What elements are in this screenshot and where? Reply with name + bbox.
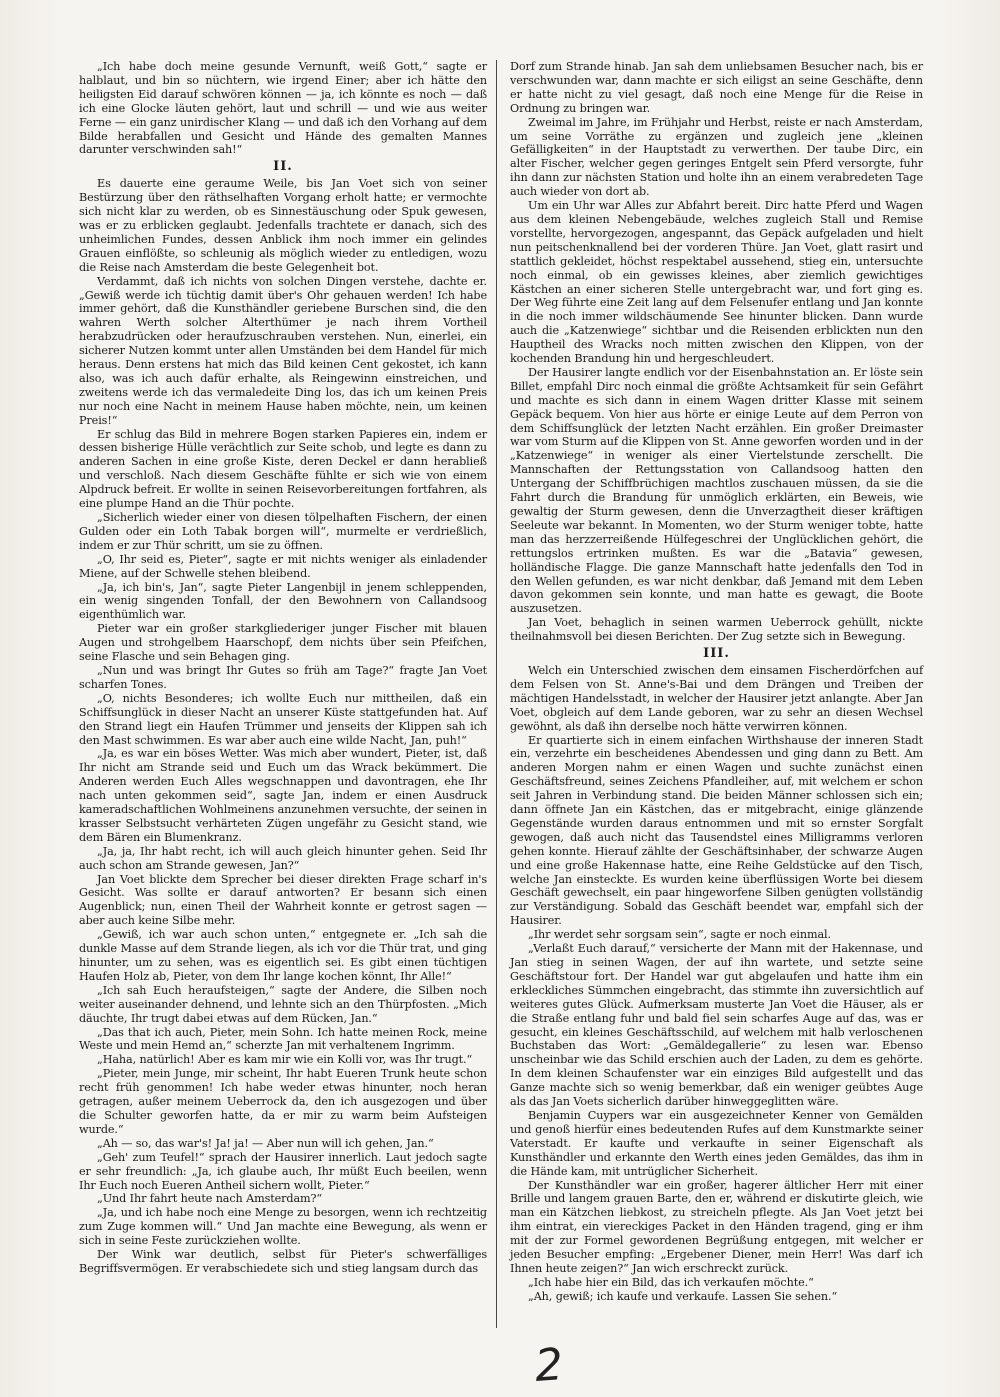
paragraph: „Ihr werdet sehr sorgsam sein“, sagte er noch einmal. <box>528 928 831 942</box>
paragraph: „Ja, ja, Ihr habt recht, ich will auch gleich hinunter gehen. Seid Ihr auch schon am Strande gewesen, Jan?“ <box>79 844 487 872</box>
paragraph: „Ah, gewiß; ich kaufe und verkaufe. Lassen Sie sehen.“ <box>528 1289 838 1303</box>
left-paragraphs <box>79 177 487 1276</box>
paragraph: Der Wink war deutlich, selbst für Pieter's schwerfälliges Begriffsvermögen. Er verabschiedete sich und stieg langsam durch das <box>79 1248 487 1275</box>
paragraph: Jan Voet, behaglich in seinen warmen Ueberrock gehüllt, nickte theilnahmsvoll bei diesen Berichten. Der Zug setzte sich in Bewegung. <box>510 616 923 644</box>
paragraph: Es dauerte eine geraume Weile, bis Jan Voet sich von seiner Bestürzung über den räthselhaften Vorgang erholt hatte; er vermochte sich nicht klar zu werden, ob es Sinnestäuschung oder Spuk gewesen, was er zu erblicken geglaubt. Jedenfalls trachtete er danach, sich des unheimlichen Fundes, dessen Anblick ihm noch immer ein gelindes Grauen einflößte, so schleunig als möglich wieder zu entledigen, wozu die Reise nach Amsterdam die beste Gelegenheit bot. <box>79 177 487 274</box>
paragraph: „Ja, es war ein böses Wetter. Was mich aber wundert, Pieter, ist, daß Ihr nicht am Strande seid und Euch um das Wrack bekümmert. Die Anderen werden Euch Alles wegschnappen und davontragen, ehe Ihr nach unten gekommen seid“, sagte Jan, indem er einen Ausdruck kameradschaftlichen Wohlmeinens anzunehmen versuchte, der seinen in krasser Selbstsucht verhärteten Zügen ungefähr zu Gesicht stand, wie dem Bären ein Blumenkranz. <box>79 747 488 844</box>
paragraph: „Verlaßt Euch darauf,“ versicherte der Mann mit der Hakennase, und Jan stieg in seinen Wagen, der auf ihn wartete, und setzte seine Geschäftstour fort. Der Handel war gut abgelaufen und hatte ihm ein erkleckliches Sümmchen eingebracht, das stimmte ihn zuversichtlich auf weiteres gutes Glück. Aufmerksam musterte Jan Voet die Häuser, als er die Straße entlang fuhr und bald fiel sein scharfes Auge auf das, was er gesucht, ein kleines Geschäftsschild, auf welchem mit halb verloschenen Buchstaben das Wort: „Gemäldegallerie“ zu lesen war. Ebenso unscheinbar wie das Schild erschien auch der Laden, zu dem es gehörte. In dem kleinen Schaufenster war ein einziges Bild aufgestellt und das Ganze machte sich so wenig bemerkbar, daß ein weniger geübtes Auge als das Jan Voets sicherlich darüber hinweggeglitten wäre. <box>510 942 923 1109</box>
paragraph: „Das that ich auch, Pieter, mein Sohn. Ich hatte meinen Rock, meine Weste und mein Hemd an,“ scherzte Jan mit verhaltenem Ingrimm. <box>79 1025 487 1053</box>
paragraph: Der Kunsthändler war ein großer, hagerer ältlicher Herr mit einer Brille und langem grauen Barte, den er, während er diskutirte gleich, wie man ein Kätzchen liebkost, zu streicheln pflegte. Als Jan Voet jetzt bei ihm eintrat, ein viereckiges Packet in den Händen tragend, ging er ihm mit der zur Formel gewordenen Begrüßung entgegen, mit welcher er jeden Besucher empfing: „Ergebener Diener, mein Herr! Was darf ich Ihnen heute zeigen?“ Jan wich erschreckt zurück. <box>510 1178 923 1275</box>
paragraph: „Pieter, mein Junge, mir scheint, Ihr habt Eueren Trunk heute schon recht früh genommen! Ich habe weder etwas hinunter, noch heran getragen, außer meinem Ueberrock da, den ich ausgezogen und über die Schulter geworfen hatte, da er mir zu warm beim Aufsteigen wurde.“ <box>79 1067 487 1136</box>
paragraph: Verdammt, daß ich nichts von solchen Dingen verstehe, dachte er. „Gewiß werde ich tüchtig damit über's Ohr gehauen werden! Ich habe immer gehört, daß die Kunsthändler geriebene Burschen sind, die den wahren Werth solcher Alterthümer je nach ihrem Vortheil herabzudrücken oder heraufzuschrauben verstehen. Nun, einerlei, ein sicherer Nutzen kommt unter allen Umständen bei dem Handel für mich heraus. Denn erstens hat mich das Bild keinen Cent gekostet, ich kann also, was ich auch dafür erhalte, als Reingewinn einstreichen, und zweitens werde ich das vermaledeite Ding los, das ich um keinen Preis nur noch eine Nacht in meinem Hause haben möchte, nein, um keinen Preis!“ <box>79 274 487 427</box>
paragraph: „Geh' zum Teufel!“ sprach der Hausirer innerlich. Laut jedoch sagte er sehr freundlich: „Ja, ich glaube auch, Ihr müßt Euch beeilen, wenn Ihr Euch noch Eueren Antheil sichern wollt, Pieter.“ <box>79 1150 487 1192</box>
paragraph: Pieter war ein großer starkgliederiger junger Fischer mit blauen Augen und strohgelbem Haarschopf, dem nichts über sein Pfeifchen, seine Flasche und sein Behagen ging. <box>79 622 487 664</box>
paragraph: „O, nichts Besonderes; ich wollte Euch nur mittheilen, daß ein Schiffsunglück in dieser Nacht an unserer Küste stattgefunden hat. Auf den Strand liegt ein Haufen Trümmer und jenseits der Klippen sah ich den Mast schwimmen. Es war aber auch eine wilde Nacht, Jan, puh!“ <box>79 691 487 747</box>
paragraph: Um ein Uhr war Alles zur Abfahrt bereit. Dirc hatte Pferd und Wagen aus dem kleinen Nebengebäude, welches zugleich Stall und Remise vorstellte, hervorgezogen, angespannt, das Gepäck aufgeladen und hielt nun peitschenknallend bei der vorderen Thüre. Jan Voet, glatt rasirt und stattlich gekleidet, höchst respektabel aussehend, stieg ein, untersuchte noch einmal, ob ein gewisses kleines, aber ziemlich gewichtiges Kästchen an einer sicheren Stelle untergebracht war, und fort ging es. Der Weg führte eine Zeit lang auf dem Felsenufer entlang und Jan konnte in die noch immer wildschäumende See hinunter blicken. Dann wurde auch die „Katzenwiege“ sichtbar und die Reisenden erblickten nun den Hauptheil des Wracks noch mitten zwischen den Klippen, von der kochenden Brandung hin und hergeschleudert. <box>510 199 923 366</box>
right-paragraphs-before <box>510 60 923 644</box>
section-heading-ii: II. <box>273 159 293 175</box>
right-column <box>510 60 923 1304</box>
page-number: 2 <box>533 1339 565 1392</box>
section-heading-iii: III. <box>703 646 730 662</box>
paragraph: Der Hausirer langte endlich vor der Eisenbahnstation an. Er löste sein Billet, empfahl Dirc noch einmal die größte Achtsamkeit für sein Gefährt und machte es sich dann in einem Wagen dritter Klasse mit seinem Gepäck bequem. Von hier aus hörte er einige Leute auf dem Perron von dem Schiffsunglück der letzten Nacht erzählen. Ein großer Dreimaster war vom Sturm auf die Klippen von St. Anne geworfen worden und in der „Katzenwiege“ in weniger als einer Viertelstunde zerschellt. Die Mannschaften der Rettungsstation von Callandsoog hatten den Untergang der Schiffbrüchigen machtlos zuschauen müssen, da sie die Fahrt durch die Brandung für unmöglich erklärten, ein Beweis, wie gewaltig der Sturm gewesen, denn die Unverzagtheit dieser kräftigen Seeleute war bekannt. In Momenten, wo der Sturm weniger tobte, hatte man das herzzerreißende Hülfegeschrei der Unglücklichen gehört, die rettungslos ertrinken mußten. Es war die „Batavia“ gewesen, holländische Flagge. Die ganze Mannschaft hatte jedenfalls den Tod in den Wellen gefunden, es war nicht denkbar, daß Jemand mit dem Leben davon gekommen sein konnte, und man hatte es gewagt, die Boote auszusetzen. <box>510 365 923 616</box>
paragraph: „Haha, natürlich! Aber es kam mir wie ein Kolli vor, was Ihr trugt.“ <box>97 1053 473 1067</box>
paragraph: „O, Ihr seid es, Pieter“, sagte er mit nichts weniger als einladender Miene, auf der Schwelle stehen bleibend. <box>79 552 487 580</box>
paragraph: Welch ein Unterschied zwischen dem einsamen Fischerdörfchen auf dem Felsen von St. Anne's-Bai und dem Drängen und Treiben der mächtigen Handelsstadt, in welcher der Hausirer jetzt anlangte. Aber Jan Voet, obgleich auf dem Lande geboren, war zu sehr an diesen Wechsel gewöhnt, als daß ihn derselbe noch hätte verwirren können. <box>510 663 923 733</box>
column-divider <box>496 60 497 1328</box>
paragraph: „Und Ihr fahrt heute nach Amsterdam?“ <box>97 1192 323 1206</box>
paragraph: Zweimal im Jahre, im Frühjahr und Herbst, reiste er nach Amsterdam, um seine Vorräthe zu ergänzen und zugleich jene „kleinen Gefälligkeiten“ in der Hauptstadt zu verwerthen. Der taube Dirc, ein alter Fischer, welcher gegen geringes Entgelt sein Pferd versorgte, fuhr ihn dann zur nächsten Station und holte ihn an einem verabredeten Tage auch wieder von dort ab. <box>510 115 923 199</box>
paragraph: „Sicherlich wieder einer von diesen tölpelhaften Fischern, der einen Gulden oder ein Loth Tabak borgen will“, murmelte er verdrießlich, indem er zur Thür schritt, um sie zu öffnen. <box>79 511 487 552</box>
paragraph: „Nun und was bringt Ihr Gutes so früh am Tage?“ fragte Jan Voet scharfen Tones. <box>79 663 487 691</box>
paragraph: Jan Voet blickte dem Sprecher bei dieser direkten Frage scharf in's Gesicht. Was sollte er darauf antworten? Er besann sich einen Augenblick; nun, einen Theil der Wahrheit konnte er getrost sagen — aber auch keine Silbe mehr. <box>79 872 487 928</box>
paragraph: „Gewiß, ich war auch schon unten,“ entgegnete er. „Ich sah die dunkle Masse auf dem Strande liegen, als ich vor die Thür trat, und ging hinunter, um zu sehen, was es eigentlich sei. Es gibt einen tüchtigen Haufen Holz ab, Pieter, von dem Ihr lange kochen könnt, Ihr Alle!“ <box>79 928 487 983</box>
paragraph: „Ah — so, das war's! Ja! ja! — Aber nun will ich gehen, Jan.“ <box>97 1136 434 1150</box>
left-column <box>79 60 487 1276</box>
paragraph: Dorf zum Strande hinab. Jan sah dem unliebsamen Besucher nach, bis er verschwunden war, dann machte er sich eiligst an seine Geschäfte, denn er hatte nicht zu viel gesagt, daß noch eine Menge für die Reise in Ordnung zu bringen war. <box>510 60 923 115</box>
paragraph: „Ja, und ich habe noch eine Menge zu besorgen, wenn ich rechtzeitig zum Zuge kommen will.“ Und Jan machte eine Bewegung, als wenn er sich in seine Feste zurückziehen wollte. <box>79 1206 487 1248</box>
paragraph: Benjamin Cuypers war ein ausgezeichneter Kenner von Gemälden und genoß hierfür eines bedeutenden Rufes auf dem Kunstmarkte seiner Vaterstadt. Er kaufte und verkaufte in seiner Eigenschaft als Kunsthändler und erkannte den Werth eines jeden Gemäldes, das ihm in die Hände kam, mit untrüglicher Sicherheit. <box>510 1108 923 1178</box>
paragraph: „Ich habe hier ein Bild, das ich verkaufen möchte.“ <box>528 1275 814 1289</box>
paragraph: „Ich habe doch meine gesunde Vernunft, weiß Gott,“ sagte er halblaut, und bin so nüchtern, wie irgend Einer; aber ich hätte den heiligsten Eid darauf schwören können — ja, ich könnte es noch — daß ich eine Glocke läuten gehört, laut und schrill — und wie aus weiter Ferne — ein ganz unirdischer Klang — und daß ich den Vorhang auf dem Bilde herabfallen und Gesicht und Hände des gemalten Mannes darunter verschwinden sah!“ <box>79 60 488 157</box>
paragraph: „Ich sah Euch heraufsteigen,“ sagte der Andere, die Silben noch weiter auseinander dehnend, und lehnte sich an den Thürpfosten. „Mich däuchte, Ihr trugt dabei etwas auf dem Rücken, Jan.“ <box>79 983 487 1025</box>
paragraph: „Ja, ich bin's, Jan“, sagte Pieter Langenbijl in jenem schleppenden, ein wenig singenden Tonfall, der den Bewohnern von Callandsoog eigenthümlich war. <box>79 580 487 622</box>
left-intro <box>79 60 487 157</box>
paragraph: Er schlug das Bild in mehrere Bogen starken Papieres ein, indem er dessen bisherige Hülle verächtlich zur Seite schob, und legte es dann zu anderen Sachen in eine große Kiste, deren Deckel er dann herabließ und verschloß. Nach diesem Geschäfte fühlte er sich wie von einem Alpdruck befreit. Er wollte in seinen Reisevorbereitungen fortfahren, als eine plumpe Hand an die Thür pochte. <box>79 427 487 511</box>
right-paragraphs-after <box>510 664 923 1304</box>
paragraph: Er quartierte sich in einem einfachen Wirthshause der inneren Stadt ein, verzehrte ein bescheidenes Abendessen und ging dann zu Bett. Am anderen Morgen nahm er einen Wagen und suchte zunächst einen Geschäftsfreund, seines Zeichens Pfandleiher, auf, mit welchem er schon seit Jahren in Verbindung stand. Die beiden Männer schlossen sich ein; dann öffnete Jan ein Kästchen, das er mitgebracht, einige glänzende Gegenstände wurden daraus entnommen und mit so ernster Sorgfalt gewogen, daß auch nicht das Tausendstel eines Milligramms verloren gehen konnte. Hierauf zählte der Geschäftsinhaber, der schwarze Augen und eine große Hakennase hatte, eine Reihe Geldstücke auf den Tisch, welche Jan einsteckte. Es wurden keine überflüssigen Worte bei diesem Geschäft gewechselt, ein paar hingeworfene Silben genügten vollständig zur Verständigung. Sobald das Geschäft beendet war, empfahl sich der Hausirer. <box>510 733 923 928</box>
